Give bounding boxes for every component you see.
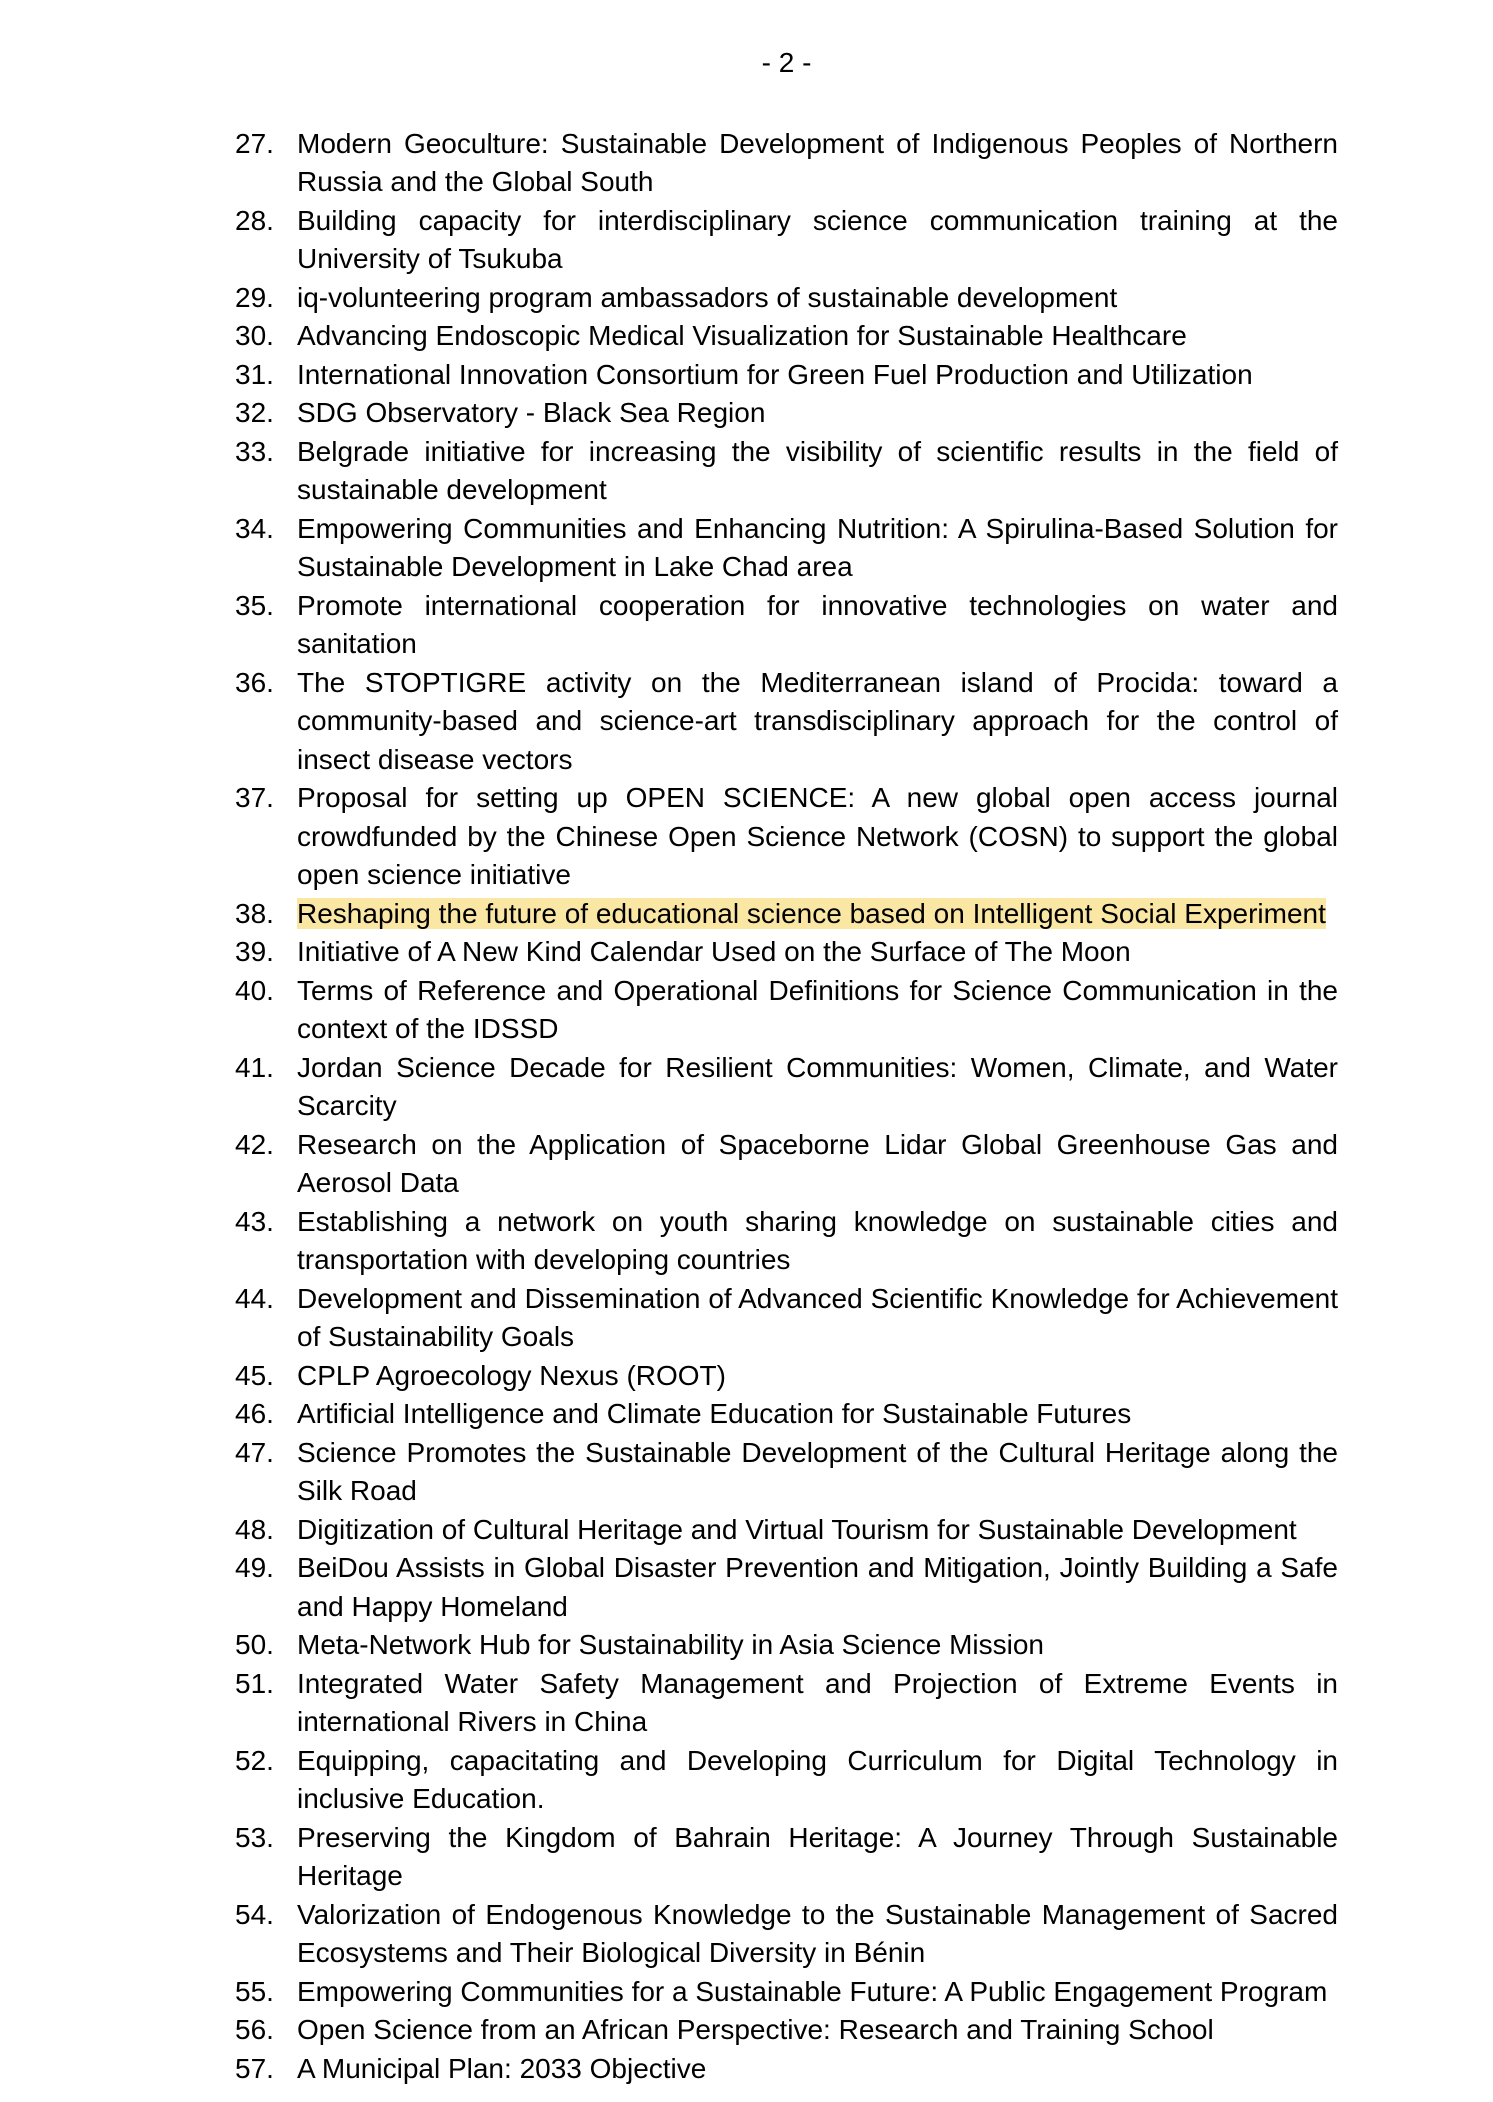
list-item xyxy=(235,779,1338,895)
list-item xyxy=(235,1665,1338,1742)
item-text: Empowering Communities for a Sustainable Future: A Public Engagement Program xyxy=(297,1975,1328,2007)
item-text: Equipping, capacitating and Developing Curriculum for Digital Technology in inclusive Education. xyxy=(297,1744,1338,1814)
item-number: 34. xyxy=(235,512,274,544)
list-item xyxy=(235,394,1338,433)
item-number: 27. xyxy=(235,127,274,159)
item-number: 29. xyxy=(235,281,274,313)
item-number: 47. xyxy=(235,1436,274,1468)
item-number: 41. xyxy=(235,1051,274,1083)
list-item xyxy=(235,1049,1338,1126)
list-item xyxy=(235,125,1338,202)
item-text: Preserving the Kingdom of Bahrain Heritage: A Journey Through Sustainable Heritage xyxy=(297,1821,1338,1891)
item-number: 52. xyxy=(235,1744,274,1776)
item-number: 30. xyxy=(235,320,274,351)
item-text: Advancing Endoscopic Medical Visualization for Sustainable Healthcare xyxy=(297,320,1187,351)
list-item xyxy=(235,2050,1338,2089)
list-item xyxy=(235,433,1338,510)
list-item xyxy=(235,2011,1338,2050)
item-number: 53. xyxy=(235,1821,274,1853)
item-number: 39. xyxy=(235,936,274,967)
item-text: The STOPTIGRE activity on the Mediterranean island of Procida: toward a community-based and science-art transdisciplinary approach for the control of insect disease vectors xyxy=(297,666,1338,775)
list-item xyxy=(235,1203,1338,1280)
list-item xyxy=(235,1742,1338,1819)
item-text: Science Promotes the Sustainable Development of the Cultural Heritage along the Silk Road xyxy=(297,1436,1338,1506)
list-item xyxy=(235,1126,1338,1203)
item-text: CPLP Agroecology Nexus (ROOT) xyxy=(297,1359,726,1391)
item-text: Open Science from an African Perspective: Research and Training School xyxy=(297,2014,1214,2045)
item-text: Research on the Application of Spaceborne Lidar Global Greenhouse Gas and Aerosol Data xyxy=(297,1128,1338,1198)
item-number: 36. xyxy=(235,666,274,698)
item-number: 56. xyxy=(235,2014,274,2045)
item-text: A Municipal Plan: 2033 Objective xyxy=(297,2052,707,2084)
list-item xyxy=(235,356,1338,395)
item-text: Meta-Network Hub for Sustainability in Asia Science Mission xyxy=(297,1629,1044,1660)
list-item xyxy=(235,317,1338,356)
item-number: 46. xyxy=(235,1398,274,1429)
list-item xyxy=(235,510,1338,587)
list-item xyxy=(235,202,1338,279)
item-text: Promote international cooperation for innovative technologies on water and sanitation xyxy=(297,589,1338,659)
list-item xyxy=(235,1434,1338,1511)
item-number: 31. xyxy=(235,358,274,390)
item-text: Digitization of Cultural Heritage and Virtual Tourism for Sustainable Development xyxy=(297,1513,1297,1545)
item-number: 45. xyxy=(235,1359,274,1391)
item-text: Proposal for setting up OPEN SCIENCE: A new global open access journal crowdfunded by the Chinese Open Science Network (COSN) to support the global open science initiative xyxy=(297,782,1338,890)
item-number: 32. xyxy=(235,397,274,428)
list-item xyxy=(235,1357,1338,1396)
item-text: Terms of Reference and Operational Definitions for Science Communication in the context of the IDSSD xyxy=(297,974,1338,1044)
list-item xyxy=(235,972,1338,1049)
highlighted-text: Reshaping the future of educational science based on Intelligent Social Experiment xyxy=(297,897,1326,929)
list-item xyxy=(235,1395,1338,1434)
item-text: Integrated Water Safety Management and Projection of Extreme Events in international Rivers in China xyxy=(297,1667,1338,1737)
list-item xyxy=(235,1896,1338,1973)
item-text: Artificial Intelligence and Climate Education for Sustainable Futures xyxy=(297,1398,1132,1429)
list-item xyxy=(235,895,1338,934)
list-item xyxy=(235,1973,1338,2012)
item-number: 28. xyxy=(235,204,274,236)
item-number: 40. xyxy=(235,974,274,1006)
item-text: Empowering Communities and Enhancing Nutrition: A Spirulina-Based Solution for Sustainable Development in Lake Chad area xyxy=(297,512,1338,582)
item-number: 51. xyxy=(235,1667,274,1699)
item-number: 35. xyxy=(235,589,274,621)
item-number: 50. xyxy=(235,1629,274,1660)
item-number: 33. xyxy=(235,435,274,467)
list-item xyxy=(235,933,1338,972)
item-text: Modern Geoculture: Sustainable Development of Indigenous Peoples of Northern Russia and the Global South xyxy=(297,127,1338,197)
list-item xyxy=(235,1819,1338,1896)
list-item xyxy=(235,1549,1338,1626)
item-text: Initiative of A New Kind Calendar Used on the Surface of The Moon xyxy=(297,936,1131,967)
item-text xyxy=(297,895,1338,934)
item-number: 55. xyxy=(235,1975,274,2007)
item-number: 38. xyxy=(235,897,274,929)
list-item xyxy=(235,587,1338,664)
item-number: 48. xyxy=(235,1513,274,1545)
item-text: iq-volunteering program ambassadors of sustainable development xyxy=(297,281,1118,313)
item-number: 44. xyxy=(235,1282,274,1314)
numbered-list xyxy=(235,125,1338,2089)
list-item xyxy=(235,279,1338,318)
item-number: 43. xyxy=(235,1205,274,1237)
list-item xyxy=(235,1626,1338,1665)
item-number: 54. xyxy=(235,1898,274,1930)
item-text: Building capacity for interdisciplinary science communication training at the University of Tsukuba xyxy=(297,204,1338,274)
list-item xyxy=(235,1280,1338,1357)
item-text: Development and Dissemination of Advanced Scientific Knowledge for Achievement of Sustainability Goals xyxy=(297,1282,1338,1352)
item-number: 37. xyxy=(235,782,274,813)
item-text: Establishing a network on youth sharing knowledge on sustainable cities and transportation with developing countries xyxy=(297,1205,1338,1275)
item-text: Belgrade initiative for increasing the visibility of scientific results in the field of sustainable development xyxy=(297,435,1338,505)
list-item xyxy=(235,664,1338,780)
item-number: 49. xyxy=(235,1552,274,1583)
item-text: Jordan Science Decade for Resilient Communities: Women, Climate, and Water Scarcity xyxy=(297,1051,1338,1121)
page-number: - 2 - xyxy=(761,47,812,78)
item-number: 57. xyxy=(235,2052,274,2084)
item-text: BeiDou Assists in Global Disaster Prevention and Mitigation, Jointly Building a Safe and Happy Homeland xyxy=(297,1552,1338,1622)
item-number: 42. xyxy=(235,1128,274,1160)
item-text: SDG Observatory - Black Sea Region xyxy=(297,397,766,428)
list-item xyxy=(235,1511,1338,1550)
item-text: Valorization of Endogenous Knowledge to the Sustainable Management of Sacred Ecosystems and Their Biological Diversity in Bénin xyxy=(297,1898,1338,1968)
item-text: International Innovation Consortium for Green Fuel Production and Utilization xyxy=(297,358,1253,390)
